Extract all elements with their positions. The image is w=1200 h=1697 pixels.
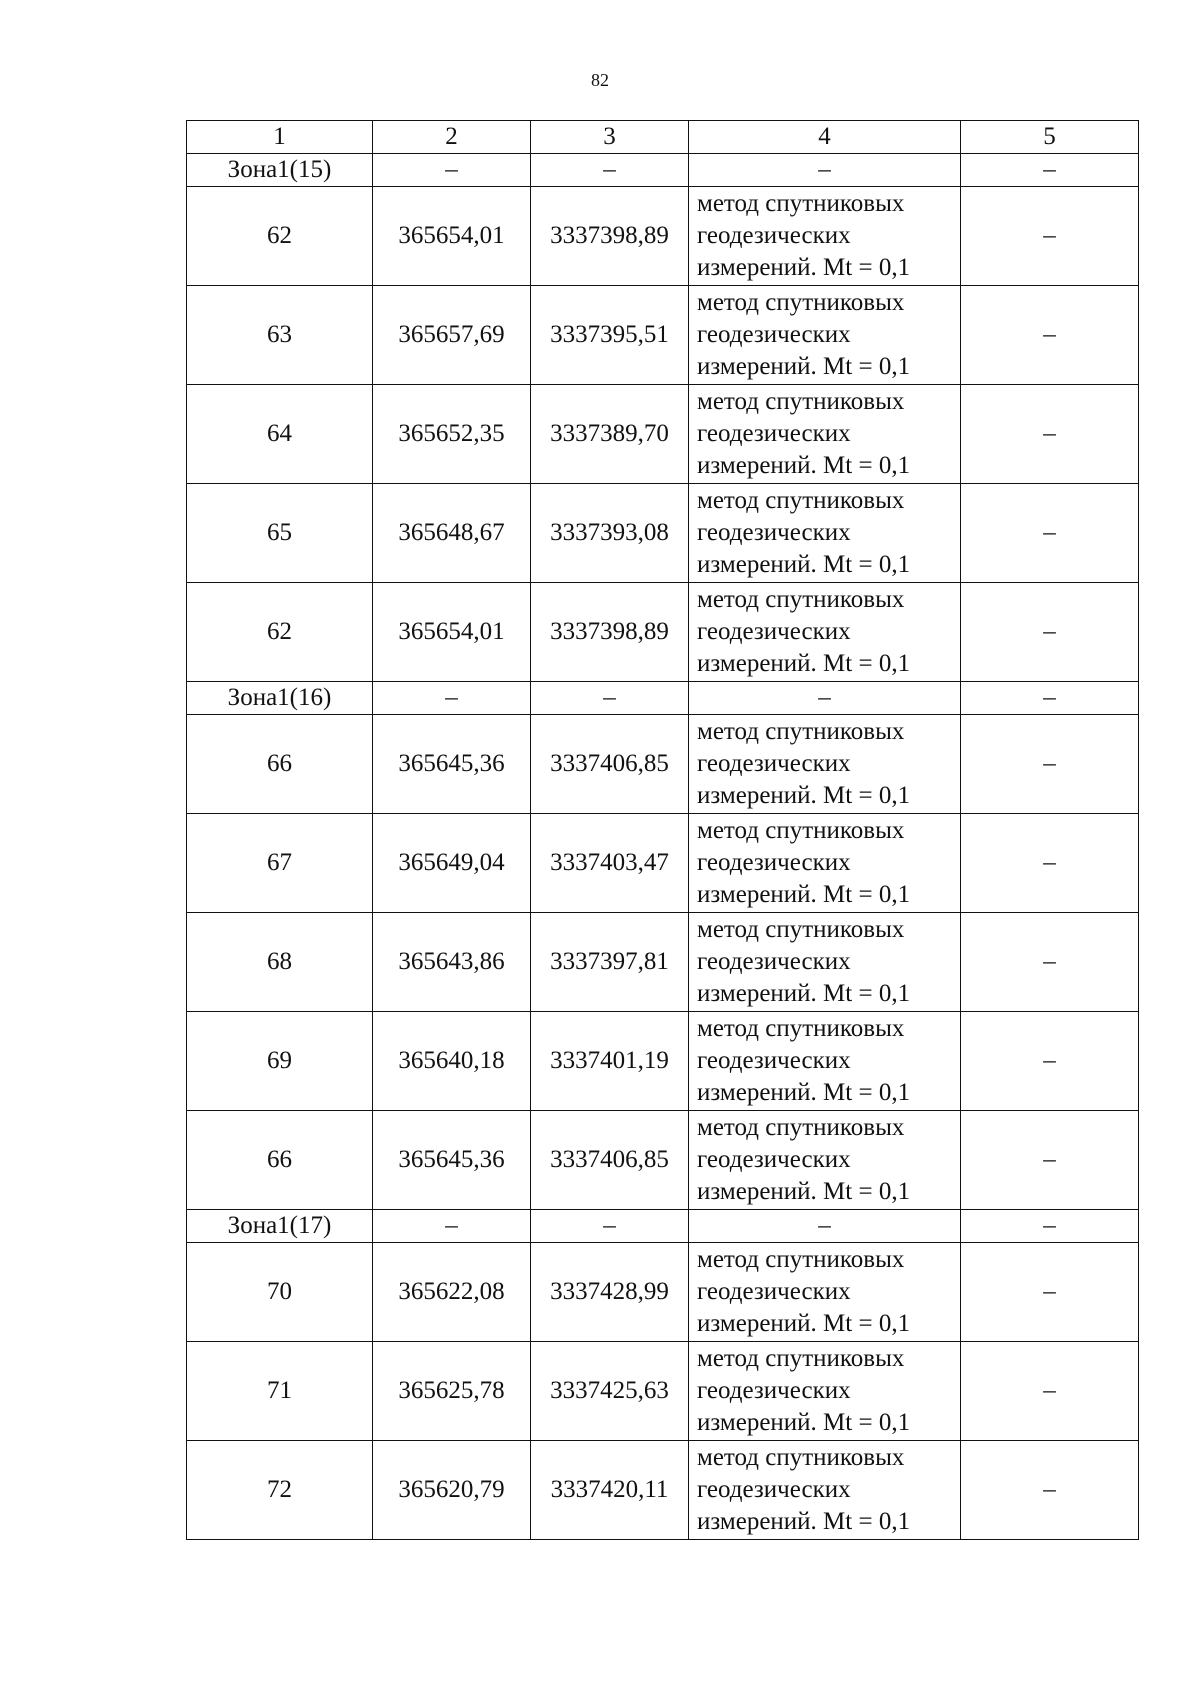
coordinates-table (186, 120, 1139, 1540)
point-number-cell: 71 (187, 1342, 373, 1441)
method-cell (689, 1012, 961, 1111)
method-cell (689, 1111, 961, 1210)
point-number-cell: 66 (187, 715, 373, 814)
x-coordinate-cell: 365620,79 (373, 1441, 531, 1540)
zone-cell-dash: – (961, 682, 1139, 715)
method-line: геодезических (697, 849, 851, 876)
zone-cell-dash: – (373, 682, 531, 715)
y-coordinate-cell: 3337406,85 (531, 1111, 689, 1210)
point-number-cell: 63 (187, 286, 373, 385)
point-number-cell: 66 (187, 1111, 373, 1210)
table-row (187, 814, 1139, 913)
table-row (187, 1342, 1139, 1441)
table-row (187, 385, 1139, 484)
point-number-cell: 65 (187, 484, 373, 583)
zone-label: Зона1(16) (187, 682, 373, 715)
note-cell: – (961, 913, 1139, 1012)
method-cell (689, 286, 961, 385)
method-line: метод спутниковых (697, 487, 905, 514)
method-cell (689, 1243, 961, 1342)
zone-cell-dash: – (961, 154, 1139, 187)
method-line: измерений. Mt = 0,1 (697, 1508, 911, 1535)
method-line: измерений. Mt = 0,1 (697, 254, 911, 281)
zone-cell-dash: – (373, 154, 531, 187)
method-line: метод спутниковых (697, 817, 905, 844)
zone-label: Зона1(17) (187, 1210, 373, 1243)
y-coordinate-cell: 3337395,51 (531, 286, 689, 385)
method-line: метод спутниковых (697, 388, 905, 415)
method-line: метод спутниковых (697, 1246, 905, 1273)
table-row (187, 1441, 1139, 1540)
zone-cell-dash: – (689, 154, 961, 187)
zone-cell-dash: – (531, 1210, 689, 1243)
x-coordinate-cell: 365622,08 (373, 1243, 531, 1342)
y-coordinate-cell: 3337406,85 (531, 715, 689, 814)
method-cell (689, 1342, 961, 1441)
method-line: метод спутниковых (697, 190, 905, 217)
zone-cell-dash: – (373, 1210, 531, 1243)
note-cell: – (961, 1342, 1139, 1441)
zone-cell-dash: – (961, 1210, 1139, 1243)
table-row (187, 1111, 1139, 1210)
point-number-cell: 67 (187, 814, 373, 913)
x-coordinate-cell: 365657,69 (373, 286, 531, 385)
y-coordinate-cell: 3337398,89 (531, 583, 689, 682)
method-line: геодезических (697, 321, 851, 348)
method-line: геодезических (697, 750, 851, 777)
x-coordinate-cell: 365648,67 (373, 484, 531, 583)
y-coordinate-cell: 3337428,99 (531, 1243, 689, 1342)
zone-cell-dash: – (531, 682, 689, 715)
method-line: геодезических (697, 519, 851, 546)
method-line: метод спутниковых (697, 718, 905, 745)
note-cell: – (961, 286, 1139, 385)
method-cell (689, 913, 961, 1012)
y-coordinate-cell: 3337401,19 (531, 1012, 689, 1111)
point-number-cell: 69 (187, 1012, 373, 1111)
method-line: измерений. Mt = 0,1 (697, 353, 911, 380)
x-coordinate-cell: 365652,35 (373, 385, 531, 484)
column-header: 3 (531, 121, 689, 154)
note-cell: – (961, 385, 1139, 484)
note-cell: – (961, 484, 1139, 583)
method-cell (689, 583, 961, 682)
method-line: измерений. Mt = 0,1 (697, 782, 911, 809)
table-row (187, 286, 1139, 385)
point-number-cell: 72 (187, 1441, 373, 1540)
column-header: 4 (689, 121, 961, 154)
point-number-cell: 68 (187, 913, 373, 1012)
method-cell (689, 814, 961, 913)
note-cell: – (961, 1111, 1139, 1210)
table-row (187, 1243, 1139, 1342)
table-row (187, 913, 1139, 1012)
note-cell: – (961, 715, 1139, 814)
x-coordinate-cell: 365645,36 (373, 1111, 531, 1210)
method-line: геодезических (697, 1278, 851, 1305)
method-cell (689, 187, 961, 286)
note-cell: – (961, 1441, 1139, 1540)
zone-cell-dash: – (689, 1210, 961, 1243)
x-coordinate-cell: 365645,36 (373, 715, 531, 814)
point-number-cell: 64 (187, 385, 373, 484)
method-line: измерений. Mt = 0,1 (697, 1079, 911, 1106)
note-cell: – (961, 1012, 1139, 1111)
x-coordinate-cell: 365643,86 (373, 913, 531, 1012)
method-line: геодезических (697, 1146, 851, 1173)
method-line: измерений. Mt = 0,1 (697, 1409, 911, 1436)
zone-row (187, 682, 1139, 715)
method-line: геодезических (697, 420, 851, 447)
method-line: геодезических (697, 948, 851, 975)
table-row (187, 583, 1139, 682)
y-coordinate-cell: 3337398,89 (531, 187, 689, 286)
method-cell (689, 715, 961, 814)
x-coordinate-cell: 365654,01 (373, 187, 531, 286)
y-coordinate-cell: 3337393,08 (531, 484, 689, 583)
method-line: геодезических (697, 1476, 851, 1503)
table-header-row (187, 121, 1139, 154)
y-coordinate-cell: 3337397,81 (531, 913, 689, 1012)
zone-cell-dash: – (689, 682, 961, 715)
page-number: 82 (591, 70, 609, 90)
x-coordinate-cell: 365649,04 (373, 814, 531, 913)
zone-cell-dash: – (531, 154, 689, 187)
note-cell: – (961, 1243, 1139, 1342)
point-number-cell: 70 (187, 1243, 373, 1342)
y-coordinate-cell: 3337425,63 (531, 1342, 689, 1441)
zone-row (187, 154, 1139, 187)
note-cell: – (961, 583, 1139, 682)
point-number-cell: 62 (187, 187, 373, 286)
column-header: 2 (373, 121, 531, 154)
note-cell: – (961, 187, 1139, 286)
y-coordinate-cell: 3337403,47 (531, 814, 689, 913)
method-line: измерений. Mt = 0,1 (697, 1178, 911, 1205)
note-cell: – (961, 814, 1139, 913)
table-row (187, 1012, 1139, 1111)
table-row (187, 715, 1139, 814)
method-line: метод спутниковых (697, 1114, 905, 1141)
method-cell (689, 484, 961, 583)
x-coordinate-cell: 365654,01 (373, 583, 531, 682)
method-line: метод спутниковых (697, 586, 905, 613)
table-row (187, 484, 1139, 583)
y-coordinate-cell: 3337420,11 (531, 1441, 689, 1540)
table-body (187, 121, 1139, 1540)
method-line: геодезических (697, 1377, 851, 1404)
method-line: метод спутниковых (697, 1345, 905, 1372)
method-line: измерений. Mt = 0,1 (697, 452, 911, 479)
point-number-cell: 62 (187, 583, 373, 682)
method-line: метод спутниковых (697, 1444, 905, 1471)
zone-label: Зона1(15) (187, 154, 373, 187)
method-line: измерений. Mt = 0,1 (697, 551, 911, 578)
zone-row (187, 1210, 1139, 1243)
column-header: 5 (961, 121, 1139, 154)
method-line: измерений. Mt = 0,1 (697, 650, 911, 677)
method-line: геодезических (697, 222, 851, 249)
method-line: измерений. Mt = 0,1 (697, 1310, 911, 1337)
method-line: геодезических (697, 618, 851, 645)
method-line: измерений. Mt = 0,1 (697, 881, 911, 908)
table-row (187, 187, 1139, 286)
method-cell (689, 1441, 961, 1540)
method-line: метод спутниковых (697, 1015, 905, 1042)
y-coordinate-cell: 3337389,70 (531, 385, 689, 484)
method-line: геодезических (697, 1047, 851, 1074)
column-header: 1 (187, 121, 373, 154)
method-line: метод спутниковых (697, 289, 905, 316)
method-line: измерений. Mt = 0,1 (697, 980, 911, 1007)
method-line: метод спутниковых (697, 916, 905, 943)
x-coordinate-cell: 365625,78 (373, 1342, 531, 1441)
method-cell (689, 385, 961, 484)
x-coordinate-cell: 365640,18 (373, 1012, 531, 1111)
